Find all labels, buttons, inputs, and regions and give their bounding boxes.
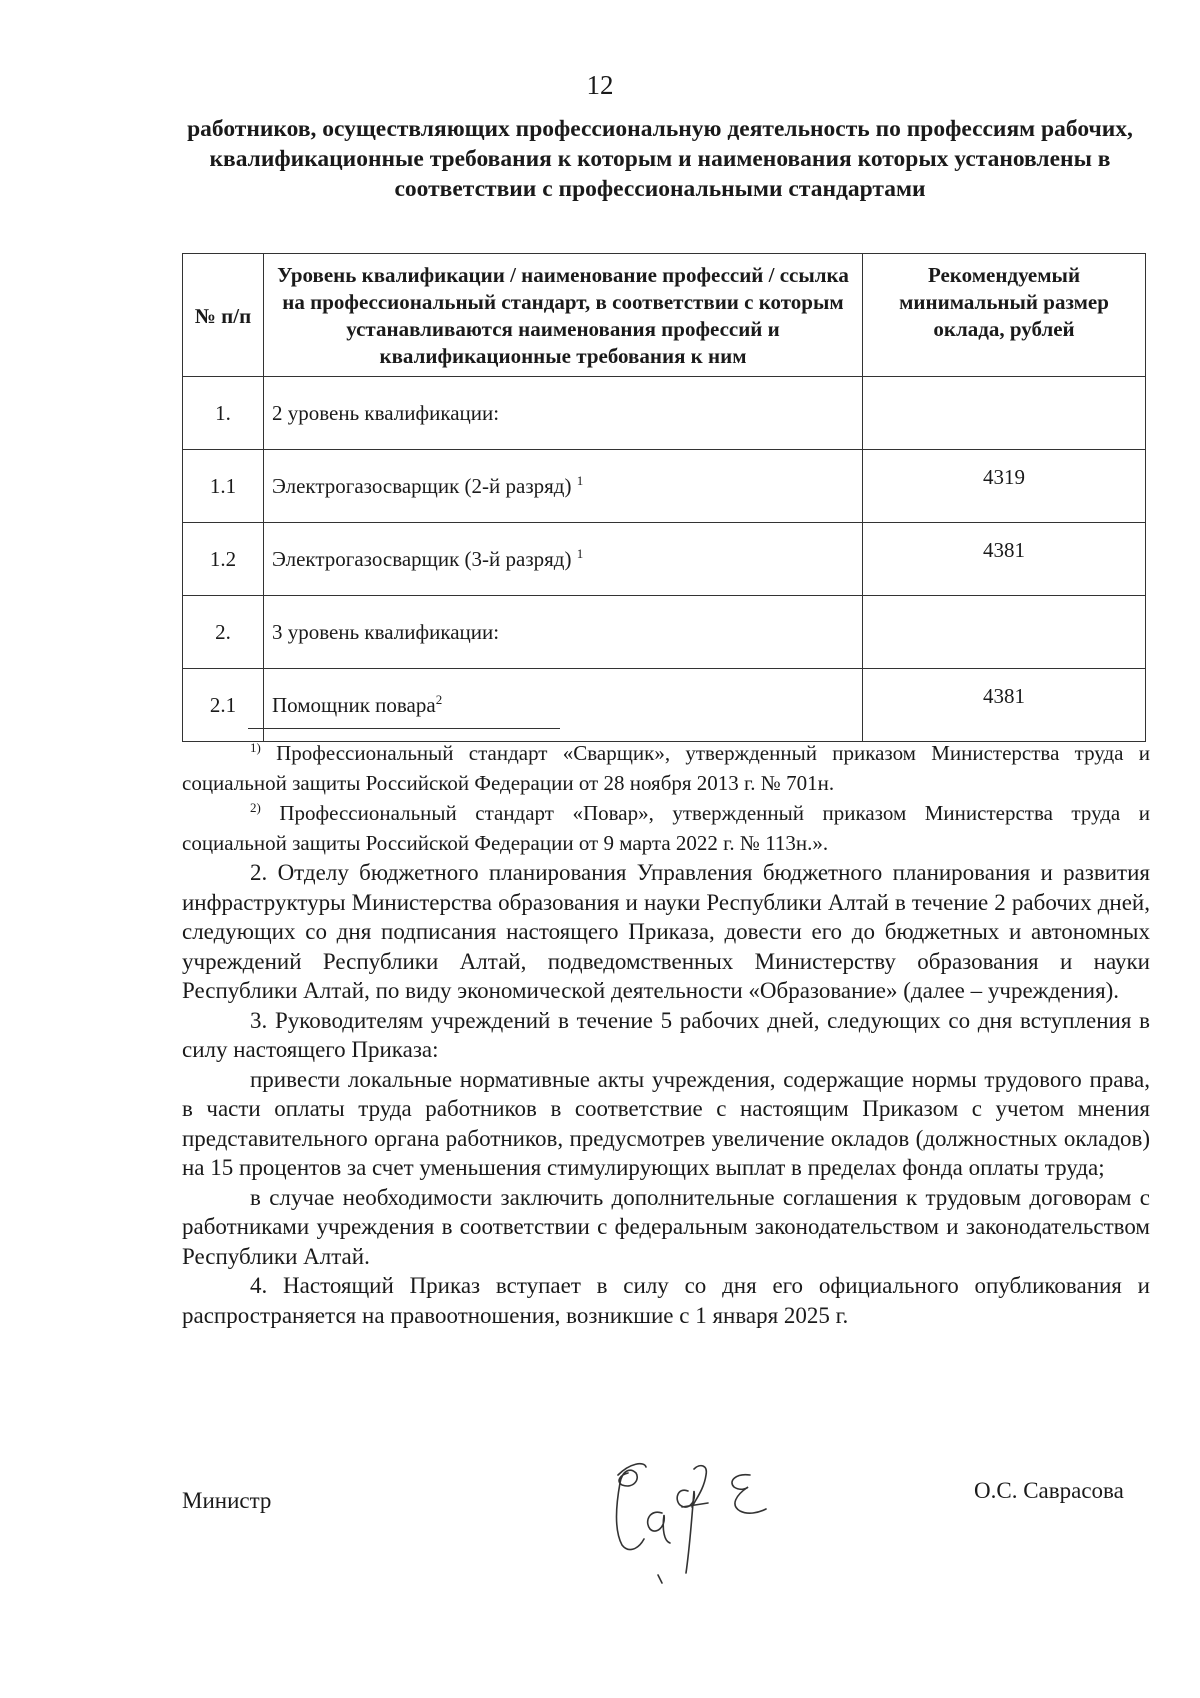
row-name	[264, 523, 863, 596]
row-name	[264, 450, 863, 523]
handwritten-signature	[600, 1455, 800, 1605]
footnote-text: Профессиональный стандарт «Повар», утвержденный приказом Министерства труда и социальной защиты Российской Федерации от 9 марта 2022 г. № 113н.».	[182, 801, 1150, 855]
page-number: 12	[586, 70, 614, 100]
signatory-name: О.С. Саврасова	[974, 1478, 1124, 1503]
row-salary: 4381	[863, 669, 1146, 742]
row-name	[264, 596, 863, 669]
paragraph-3-item-1: привести локальные нормативные акты учреждения, содержащие нормы трудового права, в части оплаты труда работников в соответствие с настоящим Приказом с учетом мнения представительного органа работников, предусмотрев увеличение окладов (должностных окладов) на 15 процентов за счет уменьшения стимулирующих выплат в пределах фонда оплаты труда;	[182, 1066, 1150, 1180]
footnote-divider	[248, 728, 560, 729]
row-name-text: Помощник повара	[272, 692, 436, 717]
header-salary: Рекомендуемый минимальный размер оклада, рублей	[863, 254, 1146, 377]
footnote-mark: 2)	[250, 800, 261, 815]
row-num: 1.2	[183, 523, 264, 596]
salary-table	[182, 253, 1146, 742]
table-row	[183, 596, 1146, 669]
row-num: 1.1	[183, 450, 264, 523]
row-name	[264, 669, 863, 742]
row-name-text: Электрогазосварщик (3-й разряд)	[272, 546, 572, 571]
paragraph-4: 4. Настоящий Приказ вступает в силу со дня его официального опубликования и распространяется на правоотношения, возникшие с 1 января 2025 г.	[182, 1273, 1150, 1328]
table-row	[183, 669, 1146, 742]
footnote-ref: 2	[435, 691, 443, 707]
footnote-text: Профессиональный стандарт «Сварщик», утвержденный приказом Министерства труда и социальной защиты Российской Федерации от 28 ноября 2013 г. № 701н.	[182, 741, 1150, 795]
document-body	[182, 738, 1150, 1330]
row-name-text: 2 уровень квалификации:	[272, 400, 500, 425]
footnote-mark: 1)	[250, 740, 261, 755]
signatory-position: Министр	[182, 1488, 272, 1513]
row-salary	[863, 596, 1146, 669]
row-salary	[863, 377, 1146, 450]
footnote-2	[182, 798, 1150, 858]
header-name: Уровень квалификации / наименование профессий / ссылка на профессиональный стандарт, в соответствии с которым устанавливаются наименования профессий и квалификационные требования к ним	[264, 254, 863, 377]
row-num: 2.1	[183, 669, 264, 742]
table-row	[183, 450, 1146, 523]
paragraph-2: 2. Отделу бюджетного планирования Управления бюджетного планирования и развития инфраструктуры Министерства образования и науки Республики Алтай в течение 2 рабочих дней, следующих со дня подписания настоящего Приказа, довести его до бюджетных и автономных учреждений Республики Алтай, подведомственных Министерству образования и науки Республики Алтай, по виду экономической деятельности «Образование» (далее – учреждения).	[182, 860, 1150, 1003]
footnote-ref: 1	[576, 472, 584, 488]
table-header-row	[183, 254, 1146, 377]
table-row	[183, 523, 1146, 596]
footnote-ref: 1	[576, 545, 584, 561]
row-salary: 4319	[863, 450, 1146, 523]
footnote-1	[182, 738, 1150, 798]
row-num: 2.	[183, 596, 264, 669]
table-title: работников, осуществляющих профессиональную деятельность по профессиям рабочих, квалификационные требования к которым и наименования которых установлены в соответствии с профессиональными стандартами	[187, 116, 1133, 202]
row-name-text: 3 уровень квалификации:	[272, 619, 500, 644]
row-salary: 4381	[863, 523, 1146, 596]
row-name-text: Электрогазосварщик (2-й разряд)	[272, 473, 572, 498]
row-num: 1.	[183, 377, 264, 450]
table-row	[183, 377, 1146, 450]
paragraph-3: 3. Руководителям учреждений в течение 5 рабочих дней, следующих со дня вступления в силу настоящего Приказа:	[182, 1007, 1150, 1062]
row-name	[264, 377, 863, 450]
header-num: № п/п	[183, 254, 264, 377]
paragraph-3-item-2: в случае необходимости заключить дополнительные соглашения к трудовым договорам с работниками учреждения в соответствии с федеральным законодательством и законодательством Республики Алтай.	[182, 1184, 1150, 1269]
